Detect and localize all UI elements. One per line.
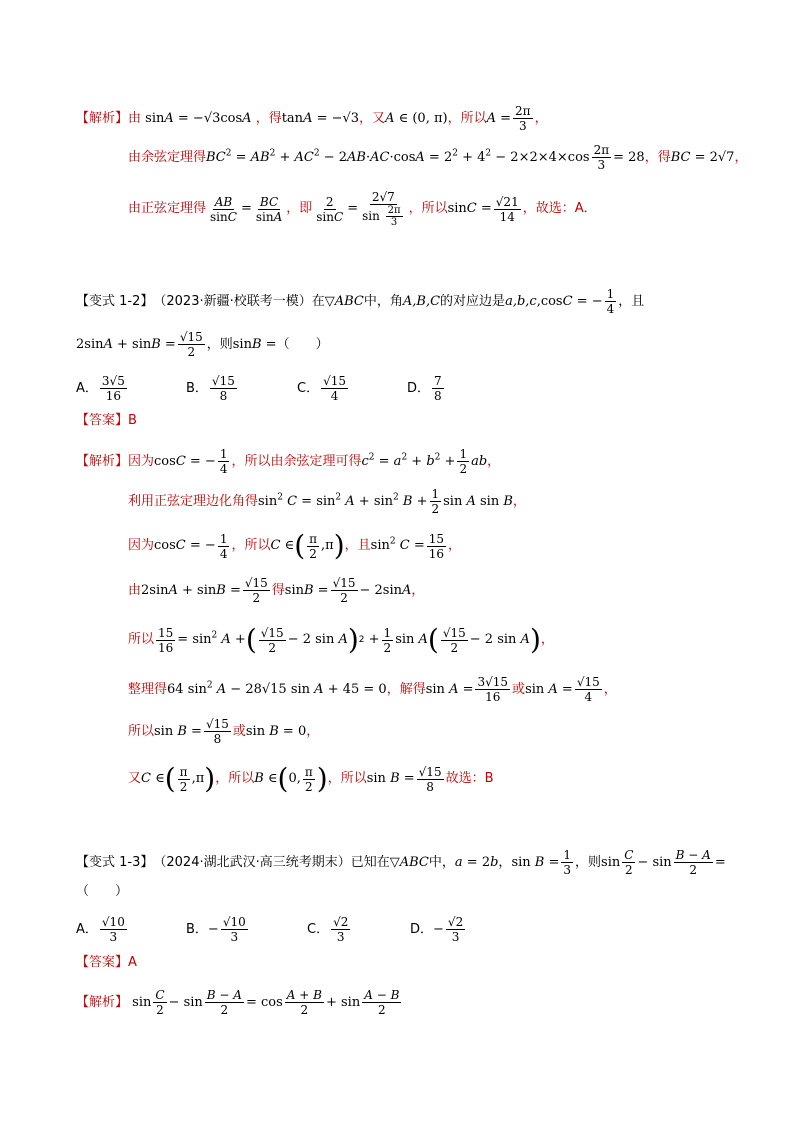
fraction: $\frac{2\pi}{3}$ xyxy=(593,143,610,172)
math-expr: A,B,C xyxy=(402,293,441,309)
q3-answer-line: 【答案】 A xyxy=(76,955,137,970)
fraction: $\frac{2}{\sin C}$ xyxy=(316,194,344,224)
math-expr: sinA = −√3cosA xyxy=(141,110,252,126)
question-1-2-line-2: 2sinA + sinB = $\frac{√15}{2}$ ，则 sinB = （ ） xyxy=(76,330,329,359)
explain-line-3: 因为 cosC = − $\frac{1}{4}$ ，所以 C ∈ ( $\frac{\pi}{2}$ ,π ) ，且 $\sin^2 C$ = $\frac{15}{16}$ ， xyxy=(128,529,462,562)
answer-label: 【答案】 xyxy=(76,413,129,428)
answer-value: B xyxy=(128,413,137,428)
explain-line-6: 整理得 64 $\sin^2 A - 28√15$ sin A + 45 = 0 ，解得 sin A = $\frac{3√15}{16}$ 或 sin A = $\frac{√15}{4}$ ， xyxy=(128,675,617,704)
explain-line-2: 利用正弦定理边化角得 $\sin^2 C = \sin^2 A + \sin^2 B$ + $\frac{1}{2}$ sin A sin B ， xyxy=(128,487,526,516)
solution-line-1: 【解析】 由 sinA = −√3cosA ，得 tanA = −√3 ，又 A ∈ (0, π) ，所以 A = $\frac{2\pi}{3}$ ， xyxy=(76,104,548,133)
fraction: $\frac{√15}{2}$ xyxy=(179,330,203,359)
explain-line-8: 又 C ∈ ( $\frac{\pi}{2}$ ,π ) ，所以 B ∈ ( 0, $\frac{\pi}{2}$ ) ，所以 sin B = $\frac{√15}{8}$ 故选：B xyxy=(128,762,494,795)
fraction: $\frac{1}{4}$ xyxy=(606,287,615,316)
math-expr: a,b,c xyxy=(505,293,537,309)
q3-option-a[interactable]: A． $\frac{√10}{3}$ xyxy=(76,915,125,944)
fraction: 2√7 sin $\frac{2\pi}{3}$ xyxy=(362,190,401,228)
math-expr: tanA = −√3 xyxy=(281,110,360,126)
text-segment: ，即 xyxy=(286,201,313,216)
explain-line-1: 【解析】 因为 cosC = − $\frac{1}{4}$ ，所以由余弦定理可得 $c^2 = a^2 + b^2$ + $\frac{1}{2}$ ab ， xyxy=(76,447,501,476)
question-1-2-line-1: 【变式 1-2】 （2023·新疆·校联考一模）在 ▽ABC 中，角 A,B,C 的对应边是 a,b,c ,cosC = − $\frac{1}{4}$ ，且 xyxy=(76,287,645,316)
options-row-d xyxy=(407,374,446,403)
options-row xyxy=(76,374,129,403)
text-segment: 中，角 xyxy=(363,293,403,309)
answer-line xyxy=(76,412,137,430)
q3-option-c[interactable]: C． $\frac{√2}{3}$ xyxy=(307,915,349,944)
math-expr: 2sinA + sinB = xyxy=(76,336,176,352)
text-segment: 由 xyxy=(128,110,142,126)
q3-option-d[interactable]: D． − $\frac{√2}{3}$ xyxy=(410,915,464,944)
fraction: $\frac{AB}{\sin C}$ xyxy=(210,194,237,224)
question-tag: 【变式 1-3】 xyxy=(76,854,154,870)
explain-line-4: 由 2sinA + sinB = $\frac{√15}{2}$ 得 sinB = $\frac{√15}{2}$ − 2sinA ， xyxy=(128,576,425,605)
fraction: $\frac{√21}{14}$ xyxy=(495,194,519,224)
text-segment: ，得 xyxy=(255,110,282,126)
text-segment: ，所以 xyxy=(447,110,487,126)
options-row-c xyxy=(297,374,350,403)
question-1-3-line-1: 【变式 1-3】 （2024·湖北武汉·高三统考期末）已知在 ▽ABC 中， a = 2b ， sin B = $\frac{1}{3}$ ，则 sin $\frac{C}{2}$ − sin $\frac{B - A}{2}$ = xyxy=(76,848,726,877)
fraction: $\frac{BC}{\sin A}$ xyxy=(255,194,283,224)
solution-label: 【解析】 xyxy=(76,110,129,126)
question-tag: 【变式 1-2】 xyxy=(76,293,154,309)
q3-explain-line-1: 【解析】 sin $\frac{C}{2}$ − sin $\frac{B - A}{2}$ = cos $\frac{A + B}{2}$ + sin $\frac{A - B}{2}$ xyxy=(76,988,400,1017)
option-d[interactable]: D． $\frac{7}{8}$ xyxy=(407,374,442,403)
math-expr: ▽ABC xyxy=(324,293,364,309)
text-segment: ，则 xyxy=(206,336,233,352)
explain-line-7: 所以 sin B = $\frac{√15}{8}$ 或 sin B = 0 ， xyxy=(128,717,320,746)
text-segment: 由余弦定理得 xyxy=(128,149,207,165)
option-b[interactable]: B． $\frac{√15}{8}$ xyxy=(186,374,235,403)
math-expr: A ∈ (0, π) xyxy=(385,110,448,126)
options-row-b xyxy=(186,374,239,403)
solution-line-2: 由余弦定理得 $BC^2 = AB^2 + AC^2 - 2AB\cdot AC\cdot\cos A = 2^2 + 4^2 - 2\times 2\times 4\times\cos$ $\frac{2\pi}{3}$ = 28 ，得 BC = 2√7 ， xyxy=(128,143,748,172)
q3-option-b[interactable]: B． − $\frac{√10}{3}$ xyxy=(186,915,246,944)
question-1-3-line-2: （ ） xyxy=(76,884,129,899)
text-segment: ，得 xyxy=(644,149,671,165)
text-segment: （ ） xyxy=(276,336,329,352)
math-expr: BC = 2√7 xyxy=(670,149,735,165)
text-segment: 由正弦定理得 xyxy=(128,201,207,216)
text-segment: ，故选：A． xyxy=(522,201,597,216)
text-segment: 的对应边是 xyxy=(440,293,506,309)
option-a[interactable]: A． $\frac{3√5}{16}$ xyxy=(76,374,125,403)
solution-line-3: 由正弦定理得 $\frac{AB}{\sin C}$ = $\frac{BC}{\sin A}$ ，即 $\frac{2}{\sin C}$ = 2√7 sin $\frac{2\pi}{3}$ ，所以 sinC = $\frac{√21}{14}$ ，故选：A． xyxy=(128,190,597,228)
text-segment: ，且 xyxy=(618,293,645,309)
math-expr: A = xyxy=(486,110,512,126)
text-segment: （2023·新疆·校联考一模）在 xyxy=(153,293,325,309)
option-c[interactable]: C． $\frac{√15}{4}$ xyxy=(297,374,346,403)
text-segment: ，又 xyxy=(359,110,386,126)
fraction: $\frac{2\pi}{3}$ xyxy=(515,104,531,133)
text-segment: ，所以 xyxy=(408,201,448,216)
explain-line-5: 所以 $\frac{15}{16}$ = $\sin^2 A$ + ( $\frac{√15}{2}$ − 2 sin A ) 2 + $\frac{1}{2}$ sin A ( $\frac{√15}{2}$ − 2 sin A ) ， xyxy=(128,623,554,656)
math-expr: $BC^2 = AB^2 + AC^2 - 2AB\cdot AC\cdot\cos A = 2^2 + 4^2 - 2\times 2\times 4\times\cos$ xyxy=(206,148,590,165)
